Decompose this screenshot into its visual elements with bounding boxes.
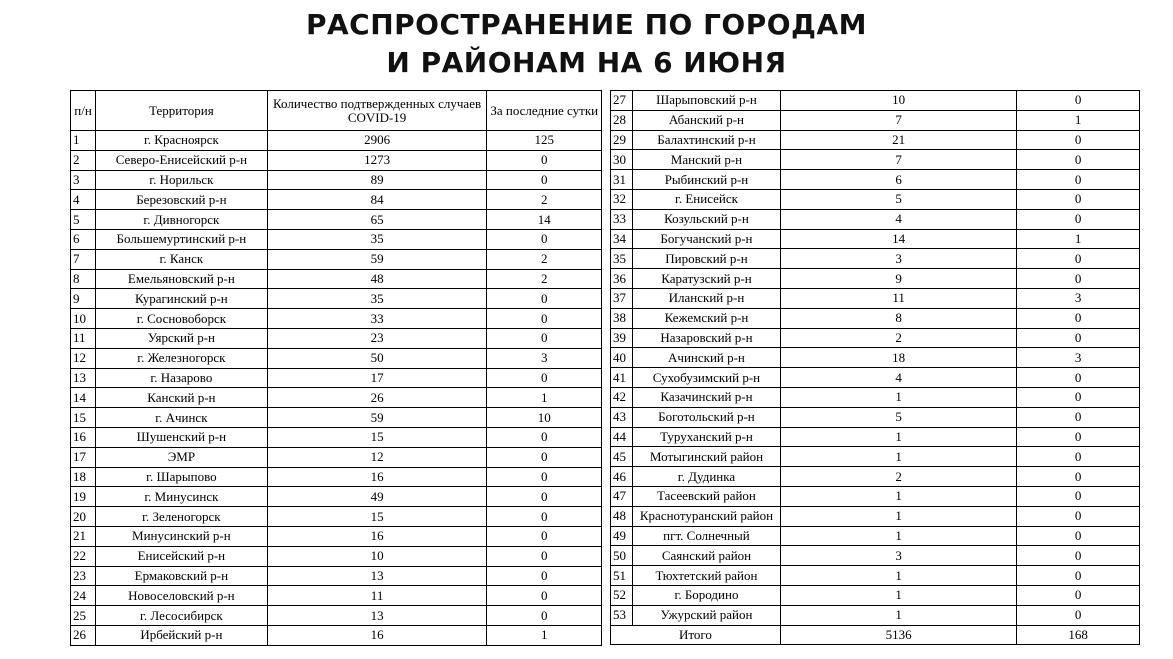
row-number: 27 [611,91,633,111]
row-last-day: 0 [487,487,602,507]
table-row [611,269,1140,289]
row-territory: Балахтинский р-н [632,130,780,150]
row-last-day: 0 [1017,249,1140,269]
row-confirmed: 18 [780,348,1016,368]
row-number: 41 [611,368,633,388]
row-last-day: 1 [487,625,602,645]
row-confirmed: 35 [267,229,487,249]
table-row [611,407,1140,427]
row-confirmed: 5 [780,407,1016,427]
row-territory: Боготольский р-н [632,407,780,427]
row-territory: г. Сосновоборск [96,309,268,329]
row-number: 48 [611,506,633,526]
table-row [611,566,1140,586]
table-row [611,110,1140,130]
table-row [71,467,602,487]
row-last-day: 10 [487,408,602,428]
row-number: 32 [611,189,633,209]
row-number: 5 [71,210,96,230]
row-last-day: 0 [487,150,602,170]
row-number: 42 [611,387,633,407]
row-confirmed: 89 [267,170,487,190]
row-last-day: 0 [1017,526,1140,546]
row-last-day: 3 [487,348,602,368]
row-last-day: 0 [487,566,602,586]
row-confirmed: 2906 [267,131,487,151]
table-row [611,189,1140,209]
table-row [611,170,1140,190]
row-territory: Северо-Енисейский р-н [96,150,268,170]
row-number: 52 [611,585,633,605]
table-row [611,249,1140,269]
row-territory: Минусинский р-н [96,526,268,546]
row-last-day: 0 [1017,486,1140,506]
row-confirmed: 59 [267,408,487,428]
row-last-day: 0 [487,427,602,447]
row-last-day: 0 [1017,308,1140,328]
row-number: 45 [611,447,633,467]
row-confirmed: 1 [780,566,1016,586]
total-last-day: 168 [1017,625,1140,645]
row-territory: Шушенский р-н [96,427,268,447]
row-confirmed: 4 [780,209,1016,229]
row-territory: г. Зеленогорск [96,507,268,527]
row-territory: г. Железногорск [96,348,268,368]
row-confirmed: 12 [267,447,487,467]
table-row [71,249,602,269]
row-confirmed: 11 [780,288,1016,308]
row-last-day: 0 [1017,130,1140,150]
header-last-day: За последние сутки [487,91,602,131]
row-number: 10 [71,309,96,329]
row-number: 17 [71,447,96,467]
row-number: 36 [611,269,633,289]
row-territory: Енисейский р-н [96,546,268,566]
row-territory: г. Канск [96,249,268,269]
row-confirmed: 10 [267,546,487,566]
table-row [71,368,602,388]
row-last-day: 3 [1017,348,1140,368]
row-number: 31 [611,170,633,190]
row-number: 39 [611,328,633,348]
row-confirmed: 9 [780,269,1016,289]
row-territory: Ачинский р-н [632,348,780,368]
row-last-day: 125 [487,131,602,151]
row-last-day: 0 [487,467,602,487]
table-row [71,427,602,447]
row-confirmed: 16 [267,467,487,487]
row-last-day: 0 [1017,91,1140,111]
row-last-day: 0 [487,546,602,566]
row-confirmed: 16 [267,526,487,546]
row-territory: г. Минусинск [96,487,268,507]
row-last-day: 0 [1017,427,1140,447]
row-last-day: 0 [1017,566,1140,586]
table-row [611,209,1140,229]
row-confirmed: 2 [780,467,1016,487]
row-last-day: 2 [487,249,602,269]
row-number: 23 [71,566,96,586]
row-territory: Пировский р-н [632,249,780,269]
table-row [611,328,1140,348]
table-row [611,308,1140,328]
row-confirmed: 8 [780,308,1016,328]
row-confirmed: 4 [780,368,1016,388]
row-last-day: 2 [487,190,602,210]
row-territory: Казачинский р-н [632,387,780,407]
table-row [611,130,1140,150]
row-territory: г. Дудинка [632,467,780,487]
row-number: 51 [611,566,633,586]
table-row [611,506,1140,526]
row-confirmed: 15 [267,507,487,527]
row-territory: Мотыгинский район [632,447,780,467]
row-confirmed: 1 [780,387,1016,407]
row-territory: г. Енисейск [632,189,780,209]
row-number: 33 [611,209,633,229]
row-confirmed: 16 [267,625,487,645]
header-confirmed: Количество подтвержденных случаев COVID-19 [267,91,487,131]
row-last-day: 0 [487,586,602,606]
table-row [71,447,602,467]
row-confirmed: 5 [780,189,1016,209]
row-confirmed: 1 [780,506,1016,526]
row-last-day: 0 [1017,585,1140,605]
table-row [71,150,602,170]
total-confirmed: 5136 [780,625,1016,645]
table-row [71,546,602,566]
row-confirmed: 3 [780,546,1016,566]
row-territory: Шарыповский р-н [632,91,780,111]
table-row [611,427,1140,447]
row-last-day: 3 [1017,288,1140,308]
row-number: 43 [611,407,633,427]
row-last-day: 0 [1017,189,1140,209]
row-confirmed: 23 [267,328,487,348]
row-number: 12 [71,348,96,368]
row-confirmed: 50 [267,348,487,368]
row-last-day: 0 [487,507,602,527]
row-number: 26 [71,625,96,645]
row-confirmed: 2 [780,328,1016,348]
row-territory: Саянский район [632,546,780,566]
row-territory: пгт. Солнечный [632,526,780,546]
row-territory: г. Норильск [96,170,268,190]
row-territory: г. Лесосибирск [96,606,268,626]
row-territory: Рыбинский р-н [632,170,780,190]
row-last-day: 0 [1017,269,1140,289]
row-territory: Богучанский р-н [632,229,780,249]
row-number: 18 [71,467,96,487]
row-last-day: 0 [487,447,602,467]
row-number: 15 [71,408,96,428]
row-last-day: 0 [487,328,602,348]
row-number: 21 [71,526,96,546]
row-confirmed: 15 [267,427,487,447]
title-line-1: РАСПРОСТРАНЕНИЕ ПО ГОРОДАМ [305,8,868,41]
table-row [611,229,1140,249]
header-territory: Территория [96,91,268,131]
table-row [71,190,602,210]
page-title [0,6,1173,82]
row-last-day: 0 [1017,368,1140,388]
table-row [71,328,602,348]
table-row [71,625,602,645]
row-number: 2 [71,150,96,170]
table-row [611,387,1140,407]
row-confirmed: 7 [780,150,1016,170]
table-row [71,606,602,626]
table-row [71,388,602,408]
row-confirmed: 11 [267,586,487,606]
row-confirmed: 1 [780,427,1016,447]
row-number: 24 [71,586,96,606]
table-row [611,486,1140,506]
total-row [611,625,1140,645]
row-number: 14 [71,388,96,408]
table-row [611,605,1140,625]
table-row [611,546,1140,566]
row-territory: Емельяновский р-н [96,269,268,289]
row-last-day: 2 [487,269,602,289]
row-last-day: 1 [1017,229,1140,249]
row-confirmed: 84 [267,190,487,210]
row-territory: Курагинский р-н [96,289,268,309]
row-last-day: 0 [1017,407,1140,427]
row-territory: г. Ачинск [96,408,268,428]
row-confirmed: 65 [267,210,487,230]
row-number: 44 [611,427,633,447]
row-territory: Канский р-н [96,388,268,408]
row-number: 13 [71,368,96,388]
row-last-day: 0 [1017,447,1140,467]
row-last-day: 0 [1017,387,1140,407]
row-confirmed: 3 [780,249,1016,269]
row-last-day: 0 [1017,506,1140,526]
table-row [611,150,1140,170]
row-confirmed: 17 [267,368,487,388]
table-row [611,585,1140,605]
row-confirmed: 1 [780,447,1016,467]
table-row [611,447,1140,467]
row-number: 20 [71,507,96,527]
row-territory: Березовский р-н [96,190,268,210]
row-last-day: 1 [487,388,602,408]
row-confirmed: 10 [780,91,1016,111]
table-row [611,288,1140,308]
row-territory: ЭМР [96,447,268,467]
row-number: 49 [611,526,633,546]
row-territory: г. Назарово [96,368,268,388]
title-line-2: И РАЙОНАМ НА 6 ИЮНЯ [386,46,787,79]
row-confirmed: 1 [780,585,1016,605]
row-number: 38 [611,308,633,328]
row-number: 1 [71,131,96,151]
table-row [71,507,602,527]
row-last-day: 0 [487,606,602,626]
row-last-day: 1 [1017,110,1140,130]
row-confirmed: 21 [780,130,1016,150]
table-row [71,269,602,289]
row-number: 11 [71,328,96,348]
table-row [71,408,602,428]
total-label: Итого [611,625,781,645]
row-territory: Ужурский район [632,605,780,625]
table-row [71,131,602,151]
row-confirmed: 48 [267,269,487,289]
row-number: 37 [611,288,633,308]
table-row [71,348,602,368]
row-territory: Иланский р-н [632,288,780,308]
row-territory: Тюхтетский район [632,566,780,586]
row-number: 3 [71,170,96,190]
table-row [611,526,1140,546]
row-confirmed: 13 [267,606,487,626]
row-number: 22 [71,546,96,566]
row-territory: Туруханский р-н [632,427,780,447]
row-number: 7 [71,249,96,269]
row-last-day: 0 [487,289,602,309]
table-row [611,368,1140,388]
row-last-day: 0 [1017,170,1140,190]
row-confirmed: 14 [780,229,1016,249]
row-territory: Каратузский р-н [632,269,780,289]
row-last-day: 0 [1017,467,1140,487]
row-number: 53 [611,605,633,625]
row-territory: Уярский р-н [96,328,268,348]
table-row [71,229,602,249]
row-confirmed: 26 [267,388,487,408]
row-confirmed: 49 [267,487,487,507]
row-last-day: 0 [1017,150,1140,170]
table-row [71,309,602,329]
row-confirmed: 1 [780,526,1016,546]
table-row [71,289,602,309]
row-last-day: 0 [487,170,602,190]
row-number: 16 [71,427,96,447]
row-confirmed: 6 [780,170,1016,190]
row-confirmed: 33 [267,309,487,329]
row-last-day: 0 [487,368,602,388]
cases-table-left [70,90,602,646]
table-row [71,526,602,546]
table-header-row [71,91,602,131]
table-row [71,586,602,606]
row-number: 30 [611,150,633,170]
row-last-day: 0 [1017,605,1140,625]
row-number: 35 [611,249,633,269]
row-territory: Назаровский р-н [632,328,780,348]
row-territory: г. Бородино [632,585,780,605]
row-territory: Ирбейский р-н [96,625,268,645]
row-last-day: 0 [1017,328,1140,348]
row-last-day: 0 [1017,209,1140,229]
table-row [71,487,602,507]
row-confirmed: 35 [267,289,487,309]
row-confirmed: 59 [267,249,487,269]
row-number: 25 [71,606,96,626]
row-territory: Ермаковский р-н [96,566,268,586]
row-last-day: 0 [487,309,602,329]
row-confirmed: 13 [267,566,487,586]
row-confirmed: 1273 [267,150,487,170]
row-confirmed: 7 [780,110,1016,130]
row-number: 6 [71,229,96,249]
row-territory: Большемуртинский р-н [96,229,268,249]
row-confirmed: 1 [780,486,1016,506]
row-territory: г. Шарыпово [96,467,268,487]
row-last-day: 14 [487,210,602,230]
row-number: 28 [611,110,633,130]
table-row [71,170,602,190]
row-number: 9 [71,289,96,309]
row-territory: г. Красноярск [96,131,268,151]
row-territory: Абанский р-н [632,110,780,130]
row-last-day: 0 [487,526,602,546]
row-number: 19 [71,487,96,507]
row-territory: Новоселовский р-н [96,586,268,606]
row-number: 50 [611,546,633,566]
row-territory: Манский р-н [632,150,780,170]
cases-table-right [610,90,1140,645]
table-row [611,467,1140,487]
row-number: 29 [611,130,633,150]
row-last-day: 0 [487,229,602,249]
header-num: п/н [71,91,96,131]
row-territory: г. Дивногорск [96,210,268,230]
row-number: 4 [71,190,96,210]
row-number: 47 [611,486,633,506]
table-row [611,91,1140,111]
row-territory: Сухобузимский р-н [632,368,780,388]
row-number: 46 [611,467,633,487]
table-row [71,210,602,230]
row-territory: Тасеевский район [632,486,780,506]
row-number: 34 [611,229,633,249]
table-row [611,348,1140,368]
row-territory: Краснотуранский район [632,506,780,526]
row-territory: Кежемский р-н [632,308,780,328]
row-territory: Козульский р-н [632,209,780,229]
row-number: 8 [71,269,96,289]
row-number: 40 [611,348,633,368]
row-last-day: 0 [1017,546,1140,566]
row-confirmed: 1 [780,605,1016,625]
table-row [71,566,602,586]
